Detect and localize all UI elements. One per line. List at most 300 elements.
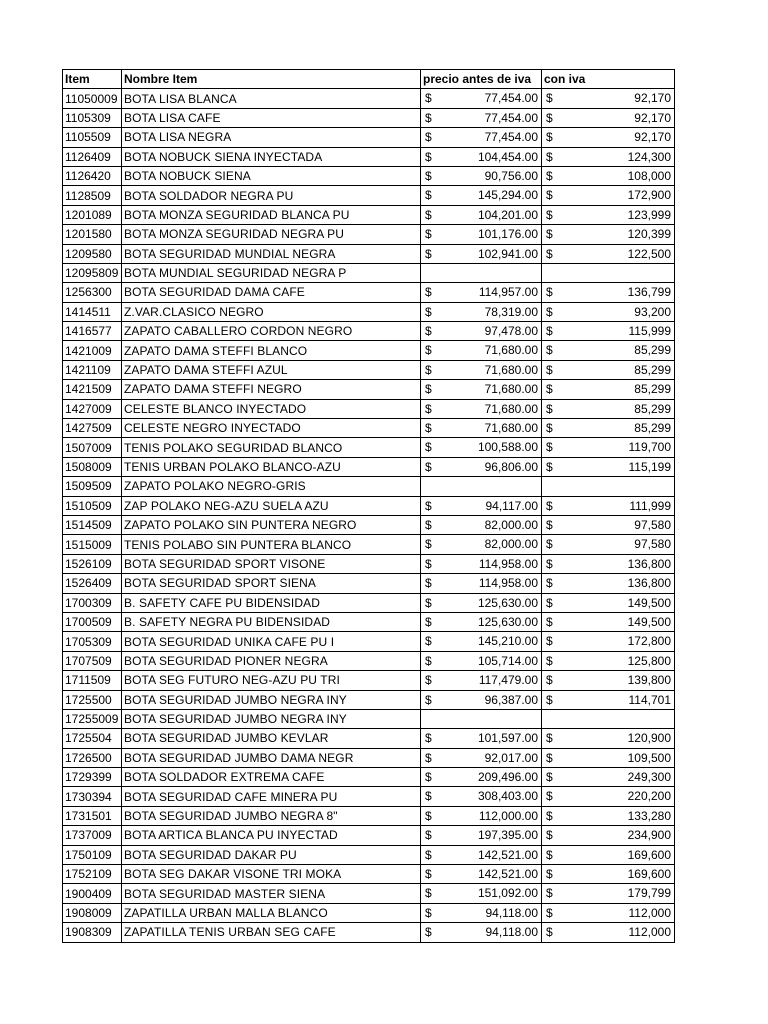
price-before-tax-cell xyxy=(421,399,542,418)
price-with-tax-cell xyxy=(542,263,675,282)
item-code: 1414511 xyxy=(63,302,122,321)
currency-symbol: $ xyxy=(546,925,553,940)
currency-symbol: $ xyxy=(425,440,432,455)
table-row xyxy=(63,457,675,476)
price-with-tax-cell xyxy=(542,399,675,418)
price-with-tax: 122,500 xyxy=(627,246,671,261)
price-with-tax-cell xyxy=(542,903,675,922)
price-with-tax: 111,999 xyxy=(629,498,671,513)
price-before-tax-cell xyxy=(421,360,542,379)
item-name: BOTA SEGURIDAD UNIKA CAFE PU I xyxy=(122,632,421,651)
price-with-tax-cell xyxy=(542,826,675,845)
price-with-tax: 136,799 xyxy=(627,285,671,300)
price-before-tax-cell xyxy=(421,341,542,360)
item-name: TENIS POLAKO SEGURIDAD BLANCO xyxy=(122,438,421,457)
item-code: 1526409 xyxy=(63,574,122,593)
table-row xyxy=(63,477,675,496)
item-name: BOTA LISA NEGRA xyxy=(122,128,421,147)
table-row xyxy=(63,166,675,185)
item-name: BOTA SOLDADOR EXTREMA CAFE xyxy=(122,768,421,787)
price-before-tax: 151,092.00 xyxy=(477,886,538,901)
price-with-tax-cell xyxy=(542,632,675,651)
item-code: 1201089 xyxy=(63,205,122,224)
price-before-tax: 71,680.00 xyxy=(484,421,538,436)
currency-symbol: $ xyxy=(425,91,432,106)
currency-symbol: $ xyxy=(546,576,553,591)
item-code: 1737009 xyxy=(63,826,122,845)
table-row xyxy=(63,147,675,166)
price-with-tax-cell xyxy=(542,651,675,670)
currency-symbol: $ xyxy=(546,324,553,339)
price-before-tax: 96,387.00 xyxy=(484,692,538,707)
price-before-tax: 209,496.00 xyxy=(477,770,538,785)
currency-symbol: $ xyxy=(425,459,432,474)
price-with-tax: 92,170 xyxy=(634,110,671,125)
item-code: 1416577 xyxy=(63,322,122,341)
item-name: ZAPATO DAMA STEFFI AZUL xyxy=(122,360,421,379)
currency-symbol: $ xyxy=(546,401,553,416)
price-with-tax: 85,299 xyxy=(634,362,671,377)
currency-symbol: $ xyxy=(546,362,553,377)
price-before-tax-cell xyxy=(421,612,542,631)
item-name: B. SAFETY NEGRA PU BIDENSIDAD xyxy=(122,612,421,631)
price-with-tax: 169,600 xyxy=(627,847,671,862)
price-with-tax: 220,200 xyxy=(627,789,671,804)
item-code: 1256300 xyxy=(63,283,122,302)
price-with-tax: 172,800 xyxy=(627,634,671,649)
price-with-tax-cell xyxy=(542,535,675,554)
price-with-tax: 149,500 xyxy=(627,614,671,629)
item-code: 1700309 xyxy=(63,593,122,612)
currency-symbol: $ xyxy=(425,673,432,688)
item-code: 1510509 xyxy=(63,496,122,515)
currency-symbol: $ xyxy=(425,343,432,358)
price-with-tax-cell xyxy=(542,477,675,496)
price-with-tax-cell xyxy=(542,244,675,263)
currency-symbol: $ xyxy=(546,634,553,649)
currency-symbol: $ xyxy=(546,285,553,300)
price-with-tax-cell xyxy=(542,787,675,806)
item-name: BOTA SEGURIDAD JUMBO NEGRA INY xyxy=(122,690,421,709)
table-row xyxy=(63,729,675,748)
price-before-tax: 71,680.00 xyxy=(484,382,538,397)
price-before-tax-cell xyxy=(421,108,542,127)
header-row xyxy=(63,70,675,89)
price-before-tax: 112,000.00 xyxy=(478,808,538,823)
price-before-tax-cell xyxy=(421,477,542,496)
item-code: 1752109 xyxy=(63,865,122,884)
item-code: 1128509 xyxy=(63,186,122,205)
item-name: ZAPATO DAMA STEFFI BLANCO xyxy=(122,341,421,360)
price-before-tax: 94,117.00 xyxy=(485,498,538,513)
table-body xyxy=(63,89,675,942)
price-with-tax: 92,170 xyxy=(634,91,671,106)
currency-symbol: $ xyxy=(546,110,553,125)
item-name: BOTA ARTICA BLANCA PU INYECTAD xyxy=(122,826,421,845)
item-name: BOTA NOBUCK SIENA xyxy=(122,166,421,185)
price-before-tax: 100,588.00 xyxy=(477,440,538,455)
table-row xyxy=(63,302,675,321)
currency-symbol: $ xyxy=(425,847,432,862)
price-with-tax-cell xyxy=(542,515,675,534)
currency-symbol: $ xyxy=(425,886,432,901)
price-with-tax: 112,000 xyxy=(628,905,671,920)
item-code: 1908309 xyxy=(63,923,122,942)
price-before-tax-cell xyxy=(421,574,542,593)
item-name: BOTA NOBUCK SIENA INYECTADA xyxy=(122,147,421,166)
price-with-tax-cell xyxy=(542,884,675,903)
table-row xyxy=(63,574,675,593)
price-with-tax-cell xyxy=(542,419,675,438)
currency-symbol: $ xyxy=(546,168,553,183)
price-before-tax-cell xyxy=(421,89,542,108)
price-before-tax-cell xyxy=(421,651,542,670)
table-row xyxy=(63,845,675,864)
currency-symbol: $ xyxy=(425,905,432,920)
price-with-tax-cell xyxy=(542,690,675,709)
item-code: 1126420 xyxy=(63,166,122,185)
price-before-tax-cell xyxy=(421,535,542,554)
item-code: 1126409 xyxy=(63,147,122,166)
item-name: BOTA SEGURIDAD MUNDIAL NEGRA xyxy=(122,244,421,263)
price-with-tax: 85,299 xyxy=(634,343,671,358)
item-code: 1725500 xyxy=(63,690,122,709)
price-before-tax-cell xyxy=(421,302,542,321)
table-row xyxy=(63,651,675,670)
price-with-tax-cell xyxy=(542,806,675,825)
item-name: ZAPATO DAMA STEFFI NEGRO xyxy=(122,380,421,399)
table-row xyxy=(63,593,675,612)
price-before-tax: 71,680.00 xyxy=(484,362,538,377)
price-before-tax-cell xyxy=(421,806,542,825)
table-row xyxy=(63,865,675,884)
price-with-tax: 133,280 xyxy=(627,808,671,823)
price-before-tax: 82,000.00 xyxy=(484,517,538,532)
currency-symbol: $ xyxy=(425,556,432,571)
price-list-table xyxy=(62,69,675,943)
price-before-tax: 71,680.00 xyxy=(484,343,538,358)
price-before-tax-cell xyxy=(421,671,542,690)
price-with-tax-cell xyxy=(542,186,675,205)
table-row xyxy=(63,903,675,922)
price-before-tax-cell xyxy=(421,903,542,922)
price-with-tax-cell xyxy=(542,748,675,767)
currency-symbol: $ xyxy=(546,828,553,843)
table-row xyxy=(63,768,675,787)
price-before-tax-cell xyxy=(421,419,542,438)
table-row xyxy=(63,806,675,825)
item-name: BOTA LISA CAFE xyxy=(122,108,421,127)
table-row xyxy=(63,360,675,379)
item-name: BOTA SEGURIDAD SPORT SIENA xyxy=(122,574,421,593)
price-with-tax: 92,170 xyxy=(634,130,671,145)
item-name: Z.VAR.CLASICO NEGRO xyxy=(122,302,421,321)
price-before-tax-cell xyxy=(421,244,542,263)
price-before-tax: 105,714.00 xyxy=(477,653,538,668)
item-name: BOTA SEGURIDAD JUMBO NEGRA INY xyxy=(122,709,421,728)
price-before-tax: 96,806.00 xyxy=(484,459,538,474)
currency-symbol: $ xyxy=(546,614,553,629)
price-before-tax: 71,680.00 xyxy=(484,401,538,416)
price-before-tax-cell xyxy=(421,225,542,244)
item-code: 1427509 xyxy=(63,419,122,438)
table-row xyxy=(63,380,675,399)
header-price-iva: con iva xyxy=(542,70,675,89)
item-code: 1515009 xyxy=(63,535,122,554)
currency-symbol: $ xyxy=(425,692,432,707)
currency-symbol: $ xyxy=(546,188,553,203)
price-with-tax-cell xyxy=(542,709,675,728)
price-with-tax-cell xyxy=(542,108,675,127)
price-with-tax: 169,600 xyxy=(627,867,671,882)
item-code: 1421009 xyxy=(63,341,122,360)
currency-symbol: $ xyxy=(546,770,553,785)
price-with-tax-cell xyxy=(542,768,675,787)
item-code: 1750109 xyxy=(63,845,122,864)
price-with-tax-cell xyxy=(542,225,675,244)
price-before-tax: 142,521.00 xyxy=(477,847,538,862)
currency-symbol: $ xyxy=(425,731,432,746)
price-with-tax: 136,800 xyxy=(627,556,671,571)
currency-symbol: $ xyxy=(425,382,432,397)
price-with-tax-cell xyxy=(542,554,675,573)
price-before-tax-cell xyxy=(421,283,542,302)
table-row xyxy=(63,205,675,224)
currency-symbol: $ xyxy=(425,304,432,319)
item-name: ZAPATO POLAKO NEGRO-GRIS xyxy=(122,477,421,496)
price-with-tax: 119,700 xyxy=(628,440,671,455)
item-code: 1427009 xyxy=(63,399,122,418)
price-before-tax: 78,319.00 xyxy=(484,304,538,319)
price-before-tax-cell xyxy=(421,826,542,845)
table-row xyxy=(63,826,675,845)
item-name: CELESTE BLANCO INYECTADO xyxy=(122,399,421,418)
item-name: ZAPATILLA TENIS URBAN SEG CAFE xyxy=(122,923,421,942)
price-before-tax: 114,958.00 xyxy=(478,556,538,571)
currency-symbol: $ xyxy=(425,285,432,300)
item-name: BOTA SEGURIDAD DAMA CAFE xyxy=(122,283,421,302)
currency-symbol: $ xyxy=(425,498,432,513)
currency-symbol: $ xyxy=(546,653,553,668)
currency-symbol: $ xyxy=(546,905,553,920)
price-with-tax-cell xyxy=(542,89,675,108)
item-code: 1731501 xyxy=(63,806,122,825)
price-before-tax-cell xyxy=(421,205,542,224)
currency-symbol: $ xyxy=(546,595,553,610)
price-with-tax: 125,800 xyxy=(627,653,671,668)
table-row xyxy=(63,419,675,438)
price-with-tax-cell xyxy=(542,438,675,457)
item-code: 1509509 xyxy=(63,477,122,496)
currency-symbol: $ xyxy=(425,227,432,242)
item-code: 1729399 xyxy=(63,768,122,787)
currency-symbol: $ xyxy=(425,808,432,823)
table-row xyxy=(63,884,675,903)
price-with-tax: 120,399 xyxy=(627,227,671,242)
item-name: BOTA SEGURIDAD PIONER NEGRA xyxy=(122,651,421,670)
currency-symbol: $ xyxy=(546,246,553,261)
currency-symbol: $ xyxy=(546,498,553,513)
currency-symbol: $ xyxy=(546,130,553,145)
price-before-tax-cell xyxy=(421,515,542,534)
price-with-tax-cell xyxy=(542,457,675,476)
price-with-tax-cell xyxy=(542,322,675,341)
price-with-tax: 85,299 xyxy=(634,382,671,397)
item-name: B. SAFETY CAFE PU BIDENSIDAD xyxy=(122,593,421,612)
table-row xyxy=(63,244,675,263)
item-name: ZAPATO CABALLERO CORDON NEGRO xyxy=(122,322,421,341)
item-code: 1707509 xyxy=(63,651,122,670)
price-before-tax: 97,478.00 xyxy=(484,324,538,339)
price-before-tax: 114,958.00 xyxy=(478,576,538,591)
table-row xyxy=(63,612,675,631)
price-with-tax-cell xyxy=(542,360,675,379)
table-row xyxy=(63,632,675,651)
price-before-tax: 125,630.00 xyxy=(477,595,538,610)
price-with-tax: 85,299 xyxy=(634,421,671,436)
price-with-tax: 123,999 xyxy=(627,207,671,222)
item-code: 17255009 xyxy=(63,709,122,728)
table-row xyxy=(63,322,675,341)
table-row xyxy=(63,496,675,515)
item-name: ZAPATO POLAKO SIN PUNTERA NEGRO xyxy=(122,515,421,534)
currency-symbol: $ xyxy=(425,207,432,222)
price-before-tax-cell xyxy=(421,322,542,341)
price-with-tax: 114,701 xyxy=(628,692,671,707)
price-before-tax-cell xyxy=(421,729,542,748)
price-before-tax-cell xyxy=(421,845,542,864)
currency-symbol: $ xyxy=(546,227,553,242)
item-code: 1725504 xyxy=(63,729,122,748)
price-before-tax-cell xyxy=(421,166,542,185)
currency-symbol: $ xyxy=(425,110,432,125)
item-name: TENIS POLABO SIN PUNTERA BLANCO xyxy=(122,535,421,554)
item-name: BOTA SEGURIDAD SPORT VISONE xyxy=(122,554,421,573)
currency-symbol: $ xyxy=(546,673,553,688)
currency-symbol: $ xyxy=(546,421,553,436)
price-before-tax-cell xyxy=(421,748,542,767)
item-code: 1421509 xyxy=(63,380,122,399)
price-before-tax: 101,176.00 xyxy=(477,227,538,242)
price-before-tax: 125,630.00 xyxy=(477,614,538,629)
price-with-tax: 139,800 xyxy=(627,673,671,688)
currency-symbol: $ xyxy=(425,576,432,591)
price-with-tax-cell xyxy=(542,341,675,360)
currency-symbol: $ xyxy=(546,382,553,397)
table-row xyxy=(63,671,675,690)
price-before-tax: 145,294.00 xyxy=(477,188,538,203)
item-name: CELESTE NEGRO INYECTADO xyxy=(122,419,421,438)
price-with-tax: 249,300 xyxy=(627,770,671,785)
price-with-tax-cell xyxy=(542,205,675,224)
price-before-tax-cell xyxy=(421,186,542,205)
price-before-tax: 145,210.00 xyxy=(477,634,538,649)
currency-symbol: $ xyxy=(546,847,553,862)
price-with-tax: 97,580 xyxy=(634,537,671,552)
item-code: 11050009 xyxy=(63,89,122,108)
currency-symbol: $ xyxy=(425,770,432,785)
table-row xyxy=(63,690,675,709)
item-name: BOTA SOLDADOR NEGRA PU xyxy=(122,186,421,205)
item-name: BOTA SEGURIDAD JUMBO DAMA NEGR xyxy=(122,748,421,767)
table-row xyxy=(63,535,675,554)
price-before-tax: 308,403.00 xyxy=(477,789,538,804)
currency-symbol: $ xyxy=(546,731,553,746)
price-with-tax-cell xyxy=(542,593,675,612)
price-with-tax-cell xyxy=(542,574,675,593)
price-before-tax-cell xyxy=(421,884,542,903)
item-name: BOTA LISA BLANCA xyxy=(122,89,421,108)
item-name: BOTA SEGURIDAD MASTER SIENA xyxy=(122,884,421,903)
currency-symbol: $ xyxy=(425,324,432,339)
item-name: BOTA SEG DAKAR VISONE TRI MOKA xyxy=(122,865,421,884)
price-before-tax-cell xyxy=(421,865,542,884)
item-code: 1908009 xyxy=(63,903,122,922)
currency-symbol: $ xyxy=(425,750,432,765)
item-code: 1900409 xyxy=(63,884,122,903)
price-before-tax-cell xyxy=(421,380,542,399)
item-code: 12095809 xyxy=(63,263,122,282)
price-with-tax-cell xyxy=(542,166,675,185)
price-before-tax: 94,118.00 xyxy=(485,925,538,940)
currency-symbol: $ xyxy=(546,867,553,882)
price-with-tax-cell xyxy=(542,380,675,399)
currency-symbol: $ xyxy=(425,595,432,610)
price-with-tax: 112,000 xyxy=(628,925,671,940)
currency-symbol: $ xyxy=(425,168,432,183)
header-name: Nombre Item xyxy=(122,70,421,89)
header-price: precio antes de iva xyxy=(421,70,542,89)
table-row xyxy=(63,108,675,127)
price-before-tax-cell xyxy=(421,263,542,282)
currency-symbol: $ xyxy=(425,614,432,629)
currency-symbol: $ xyxy=(546,537,553,552)
price-with-tax-cell xyxy=(542,283,675,302)
item-code: 1526109 xyxy=(63,554,122,573)
item-code: 1705309 xyxy=(63,632,122,651)
item-name: BOTA SEG FUTURO NEG-AZU PU TRI xyxy=(122,671,421,690)
item-code: 1730394 xyxy=(63,787,122,806)
price-before-tax-cell xyxy=(421,438,542,457)
currency-symbol: $ xyxy=(546,304,553,319)
item-name: ZAPATILLA URBAN MALLA BLANCO xyxy=(122,903,421,922)
price-before-tax: 77,454.00 xyxy=(484,110,538,125)
price-before-tax-cell xyxy=(421,709,542,728)
price-with-tax: 108,000 xyxy=(627,168,671,183)
item-name: BOTA MONZA SEGURIDAD BLANCA PU xyxy=(122,205,421,224)
item-code: 1201580 xyxy=(63,225,122,244)
price-before-tax-cell xyxy=(421,768,542,787)
price-with-tax: 115,199 xyxy=(628,459,671,474)
price-before-tax-cell xyxy=(421,787,542,806)
price-with-tax: 93,200 xyxy=(634,304,671,319)
currency-symbol: $ xyxy=(546,440,553,455)
currency-symbol: $ xyxy=(425,517,432,532)
price-before-tax: 142,521.00 xyxy=(477,867,538,882)
price-before-tax-cell xyxy=(421,923,542,942)
item-name: BOTA SEGURIDAD CAFE MINERA PU xyxy=(122,787,421,806)
currency-symbol: $ xyxy=(425,634,432,649)
table-row xyxy=(63,263,675,282)
price-before-tax: 77,454.00 xyxy=(484,130,538,145)
item-code: 1105509 xyxy=(63,128,122,147)
table-row xyxy=(63,89,675,108)
currency-symbol: $ xyxy=(546,556,553,571)
item-code: 1209580 xyxy=(63,244,122,263)
price-before-tax: 102,941.00 xyxy=(477,246,538,261)
table-row xyxy=(63,748,675,767)
price-before-tax: 82,000.00 xyxy=(484,537,538,552)
